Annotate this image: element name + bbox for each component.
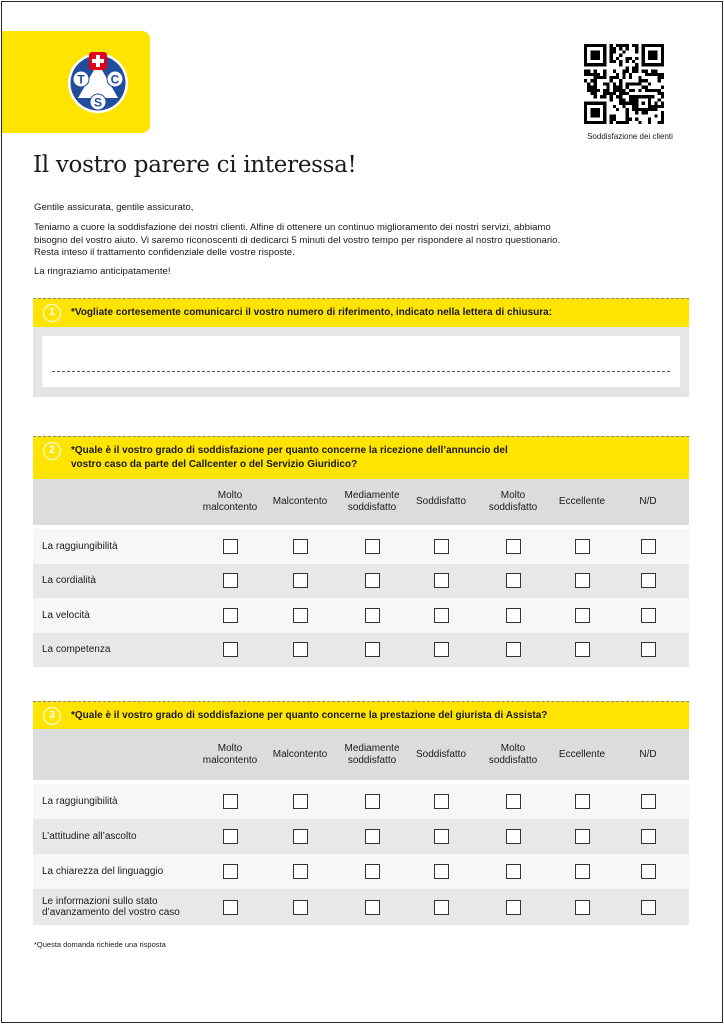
rating-checkbox[interactable] <box>641 829 656 844</box>
rating-checkbox[interactable] <box>641 642 656 657</box>
column-header: Molto malcontento <box>202 490 258 513</box>
qr-caption: Soddisfazione dei clienti <box>587 132 673 141</box>
rating-checkbox[interactable] <box>506 794 521 809</box>
rating-checkbox[interactable] <box>575 608 590 623</box>
rating-checkbox[interactable] <box>641 864 656 879</box>
rating-checkbox[interactable] <box>575 900 590 915</box>
rating-row <box>33 784 689 819</box>
rating-row <box>33 633 689 668</box>
grid-header <box>33 479 689 525</box>
rating-checkbox[interactable] <box>641 539 656 554</box>
rating-checkbox[interactable] <box>575 864 590 879</box>
rating-checkbox[interactable] <box>293 864 308 879</box>
row-label: La cordialità <box>42 575 96 587</box>
rating-checkbox[interactable] <box>365 794 380 809</box>
column-header: Molto malcontento <box>202 742 258 766</box>
question-3-text: *Quale è il vostro grado di soddisfazione per quanto concerne la prestazione del giurista di Assista? <box>71 710 548 721</box>
question-2-text-line: *Quale è il vostro grado di soddisfazione per quanto concerne la ricezione dell’annuncio del <box>71 445 508 456</box>
rating-checkbox[interactable] <box>434 829 449 844</box>
rating-checkbox[interactable] <box>641 900 656 915</box>
rating-checkbox[interactable] <box>223 642 238 657</box>
row-label: La velocità <box>42 609 90 621</box>
rating-checkbox[interactable] <box>434 900 449 915</box>
rating-checkbox[interactable] <box>223 573 238 588</box>
rating-checkbox[interactable] <box>506 608 521 623</box>
intro-paragraph <box>34 222 594 260</box>
rating-checkbox[interactable] <box>223 608 238 623</box>
rating-row <box>33 529 689 564</box>
rating-checkbox[interactable] <box>641 608 656 623</box>
logo-letter-t: T <box>77 72 85 87</box>
question-2-text-line: vostro caso da parte del Callcenter o del Servizio Giuridico? <box>71 459 358 470</box>
intro-line: bisogno del vostro aiuto. Vi saremo riconoscenti di dedicarci 5 minuti del vostro tempo per rispondere al nostro questionario. <box>34 234 561 246</box>
rating-checkbox[interactable] <box>365 829 380 844</box>
column-header: Mediamente soddisfatto <box>344 490 400 513</box>
rating-checkbox[interactable] <box>365 642 380 657</box>
rating-checkbox[interactable] <box>506 864 521 879</box>
logo-letter-s: S <box>93 95 103 110</box>
rating-checkbox[interactable] <box>506 573 521 588</box>
column-header: Malcontento <box>272 496 328 507</box>
rating-row <box>33 854 689 889</box>
logo-letter-c: C <box>110 72 120 87</box>
page-title: Il vostro parere ci interessa! <box>33 152 357 178</box>
row-label: Le informazioni sullo stato d’avanzamento del vostro caso <box>42 896 180 918</box>
question-1-header <box>33 298 689 327</box>
rating-checkbox[interactable] <box>365 900 380 915</box>
rating-checkbox[interactable] <box>293 794 308 809</box>
rating-checkbox[interactable] <box>293 573 308 588</box>
row-label: La raggiungibilità <box>42 796 118 807</box>
rating-checkbox[interactable] <box>575 539 590 554</box>
rating-checkbox[interactable] <box>506 539 521 554</box>
rating-checkbox[interactable] <box>293 900 308 915</box>
rating-checkbox[interactable] <box>365 539 380 554</box>
rating-checkbox[interactable] <box>641 794 656 809</box>
rating-row <box>33 819 689 854</box>
rating-checkbox[interactable] <box>223 794 238 809</box>
question-2-rating-grid <box>33 479 689 667</box>
rating-checkbox[interactable] <box>223 864 238 879</box>
rating-checkbox[interactable] <box>293 642 308 657</box>
row-label: La raggiungibilità <box>42 540 118 552</box>
rating-checkbox[interactable] <box>223 539 238 554</box>
rating-checkbox[interactable] <box>365 573 380 588</box>
column-header: Soddisfatto <box>415 748 467 760</box>
column-header: Molto soddisfatto <box>488 490 538 513</box>
rating-checkbox[interactable] <box>434 573 449 588</box>
rating-checkbox[interactable] <box>434 642 449 657</box>
column-header: Eccellente <box>558 496 606 507</box>
rating-checkbox[interactable] <box>365 864 380 879</box>
question-2-header <box>33 436 689 479</box>
rating-checkbox[interactable] <box>575 794 590 809</box>
column-header: Malcontento <box>272 748 328 760</box>
qr-code-icon[interactable] <box>584 44 664 124</box>
question-1-answer-area <box>33 327 689 397</box>
rating-checkbox[interactable] <box>365 608 380 623</box>
rating-row <box>33 564 689 599</box>
rating-checkbox[interactable] <box>223 900 238 915</box>
question-number-badge: 2 <box>43 442 61 460</box>
footnote: *Questa domanda richiede una risposta <box>34 940 166 949</box>
column-header: Molto soddisfatto <box>488 742 538 766</box>
rating-checkbox[interactable] <box>434 608 449 623</box>
rating-checkbox[interactable] <box>434 539 449 554</box>
row-label: La competenza <box>42 644 111 656</box>
answer-line <box>52 371 670 372</box>
rating-checkbox[interactable] <box>575 829 590 844</box>
thanks-text: La ringraziamo anticipatamente! <box>34 266 171 277</box>
rating-checkbox[interactable] <box>575 642 590 657</box>
rating-checkbox[interactable] <box>641 573 656 588</box>
tcs-logo-icon <box>66 50 130 114</box>
column-header: Mediamente soddisfatto <box>344 742 400 766</box>
rating-checkbox[interactable] <box>293 829 308 844</box>
column-header: N/D <box>639 496 657 507</box>
reference-number-input[interactable] <box>42 336 680 387</box>
column-header: Eccellente <box>558 748 606 760</box>
intro-line: Resta inteso il trattamento confidenziale delle vostre risposte. <box>34 247 295 258</box>
row-label: L’attitudine all’ascolto <box>42 831 137 842</box>
rating-checkbox[interactable] <box>506 829 521 844</box>
rating-checkbox[interactable] <box>293 539 308 554</box>
grid-header <box>33 729 689 780</box>
greeting-text: Gentile assicurata, gentile assicurato, <box>34 202 194 213</box>
question-number-badge: 3 <box>43 707 61 725</box>
rating-row <box>33 598 689 633</box>
rating-checkbox[interactable] <box>223 829 238 844</box>
row-label: La chiarezza del linguaggio <box>42 866 164 877</box>
rating-checkbox[interactable] <box>434 794 449 809</box>
column-header: N/D <box>639 748 657 760</box>
rating-row <box>33 889 689 925</box>
question-1-text: *Vogliate cortesemente comunicarci il vostro numero di riferimento, indicato nella lettera di chiusura: <box>71 307 553 318</box>
question-3-rating-grid <box>33 729 689 925</box>
question-3-header <box>33 701 689 729</box>
rating-checkbox[interactable] <box>434 864 449 879</box>
rating-checkbox[interactable] <box>506 900 521 915</box>
question-number-badge: 1 <box>43 304 61 322</box>
column-header: Soddisfatto <box>415 496 467 507</box>
rating-checkbox[interactable] <box>293 608 308 623</box>
rating-checkbox[interactable] <box>575 573 590 588</box>
intro-line: Teniamo a cuore la soddisfazione dei nostri clienti. Alfine di ottenere un continuo miglioramento dei nostri servizi, abbiamo <box>34 222 551 233</box>
rating-checkbox[interactable] <box>506 642 521 657</box>
